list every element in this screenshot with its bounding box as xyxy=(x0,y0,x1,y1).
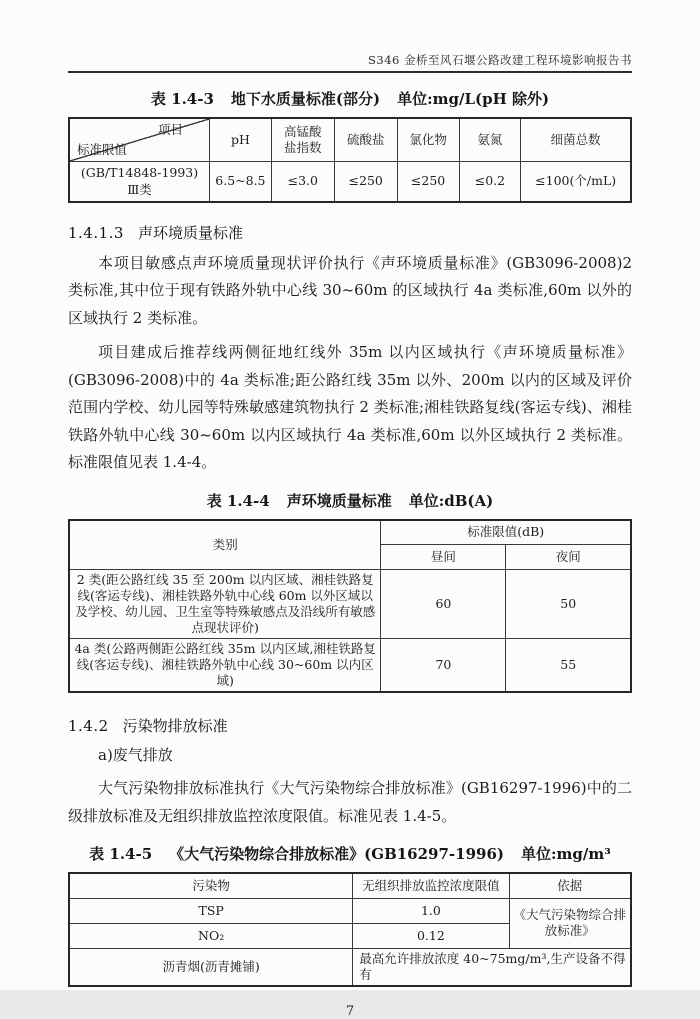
column-header-text: 高锰酸盐指数 xyxy=(284,124,322,155)
night-value-class4a: 55 xyxy=(506,639,631,693)
paragraph: 本项目敏感点声环境质量现状评价执行《声环境质量标准》(GB3096-2008)2 类标准,其中位于现有铁路外轨中心线 30~60m 的区域执行 4a 类标准,60m 以外的区域执行 2 类标准。 xyxy=(68,253,632,327)
pollutant-tsp: TSP xyxy=(69,898,353,923)
value-cell-chloride: ≤250 xyxy=(397,162,459,202)
day-value-class4a: 70 xyxy=(381,639,506,693)
column-header-text: pH xyxy=(230,132,250,147)
value-cell-kmno4: ≤3.0 xyxy=(271,162,334,202)
table-145-unit: 单位:mg/m³ xyxy=(521,845,611,863)
pollutant-asphalt: 沥青烟(沥青摊铺) xyxy=(69,948,353,986)
column-header-text: 氯化物 xyxy=(409,132,447,147)
air-emission-standard-table xyxy=(68,872,632,987)
corner-label-limit: 标准限值 xyxy=(77,142,128,157)
pollutant-no2: NO₂ xyxy=(69,923,353,948)
table-145-caption xyxy=(68,843,632,864)
column-header-text: 硫酸盐 xyxy=(346,132,385,147)
header-pollutant: 污染物 xyxy=(69,873,353,898)
groundwater-quality-table xyxy=(68,117,632,203)
table-row xyxy=(69,118,631,162)
section-number: 1.4.1.3 xyxy=(68,223,124,242)
table-row xyxy=(69,873,631,898)
asphalt-limit-note: 最高允许排放浓度 40~75mg/m³,生产设备不得有 xyxy=(353,948,631,986)
table-row xyxy=(69,948,631,986)
table-144-caption xyxy=(68,490,632,511)
section-heading-14113 xyxy=(68,222,632,243)
header-day: 昼间 xyxy=(381,545,506,570)
header-basis: 依据 xyxy=(509,873,631,898)
table-row xyxy=(69,162,631,202)
standard-code: (GB/T14848-1993) xyxy=(80,165,199,181)
value-cell-sulfate: ≤250 xyxy=(334,162,397,202)
table-143-caption xyxy=(68,88,632,109)
value-cell-bacteria: ≤100(个/mL) xyxy=(521,162,631,202)
subsection-item-a: a)废气排放 xyxy=(98,746,173,764)
section-heading-142 xyxy=(68,715,632,736)
column-header-kmno4 xyxy=(271,118,334,162)
diagonal-header-cell xyxy=(69,118,210,162)
column-header-text: 细菌总数 xyxy=(550,132,601,147)
night-value-class2: 50 xyxy=(506,570,631,639)
header-limit: 无组织排放监控浓度限值 xyxy=(353,873,509,898)
header-limit: 标准限值(dB) xyxy=(381,520,631,545)
column-header-chloride xyxy=(397,118,459,162)
section-title: 污染物排放标准 xyxy=(122,717,228,735)
paragraph: 项目建成后推荐线两侧征地红线外 35m 以内区域执行《声环境质量标准》(GB3096-2008)中的 4a 类标准;距公路红线 35m 以外、200m 以内的区域及评价范围内学校、幼儿园等特殊敏感建筑物执行 2 类标准;湘桂铁路复线(客运专线)、湘桂铁路外轨中心线 30~60m 以内区域执行 4a 类标准,60m 以外区域执行 2 类标准。标准限值见表 1.4-4。 xyxy=(68,343,632,471)
table-144-title: 声环境质量标准 xyxy=(286,491,392,510)
diagonal-wrap xyxy=(70,119,209,161)
page-number: 7 xyxy=(345,1003,355,1019)
value-cell-ammonia: ≤0.2 xyxy=(459,162,521,202)
value-cell-ph: 6.5~8.5 xyxy=(210,162,272,202)
table-row xyxy=(69,639,631,693)
column-header-bacteria xyxy=(521,118,631,162)
limit-no2: 0.12 xyxy=(353,923,509,948)
standard-name-cell xyxy=(69,162,210,202)
category-class2: 2 类(距公路红线 35 至 200m 以内区域、湘桂铁路复线(客运专线)、湘桂铁路外轨中心线 60m 以外区域以及学校、幼儿园、卫生室等特殊敏感点及沿线所有敏感点现状评价) xyxy=(69,570,381,639)
column-header-ph xyxy=(210,118,272,162)
header-rule xyxy=(68,71,632,73)
section-number: 1.4.2 xyxy=(68,717,109,735)
table-145-label: 表 1.4-5 xyxy=(89,845,153,863)
noise-standard-table xyxy=(68,519,632,694)
header-category: 类别 xyxy=(69,520,381,570)
table-143-title: 地下水质量标准(部分) xyxy=(230,90,381,108)
column-header-sulfate xyxy=(334,118,397,162)
column-header-ammonia xyxy=(459,118,521,162)
report-header-title: S346 金桥至风石堰公路改建工程环境影响报告书 xyxy=(368,53,632,67)
table-row xyxy=(69,570,631,639)
standard-class: Ⅲ类 xyxy=(127,182,152,198)
table-143-label: 表 1.4-3 xyxy=(150,90,214,108)
limit-tsp: 1.0 xyxy=(353,898,509,923)
table-144-unit: 单位:dB(A) xyxy=(408,491,494,510)
category-class4a: 4a 类(公路两侧距公路红线 35m 以内区域,湘桂铁路复线(客运专线)、湘桂铁路外轨中心线 30~60m 以内区域) xyxy=(69,639,381,693)
basis-cell: 《大气污染物综合排放标准》 xyxy=(509,898,631,948)
corner-label-item: 项目 xyxy=(157,122,183,137)
paragraph: 大气污染物排放标准执行《大气污染物综合排放标准》(GB16297-1996)中的二级排放标准及无组织排放监控浓度限值。标准见表 1.4-5。 xyxy=(68,779,632,825)
table-144-label: 表 1.4-4 xyxy=(206,491,270,510)
table-145-title: 《大气污染物综合排放标准》(GB16297-1996) xyxy=(169,845,504,863)
column-header-text: 氨氮 xyxy=(477,132,503,147)
table-row xyxy=(69,898,631,923)
table-143-unit: 单位:mg/L(pH 除外) xyxy=(397,90,550,108)
header-night: 夜间 xyxy=(506,545,631,570)
day-value-class2: 60 xyxy=(381,570,506,639)
table-row xyxy=(69,520,631,545)
section-title: 声环境质量标准 xyxy=(137,223,243,242)
